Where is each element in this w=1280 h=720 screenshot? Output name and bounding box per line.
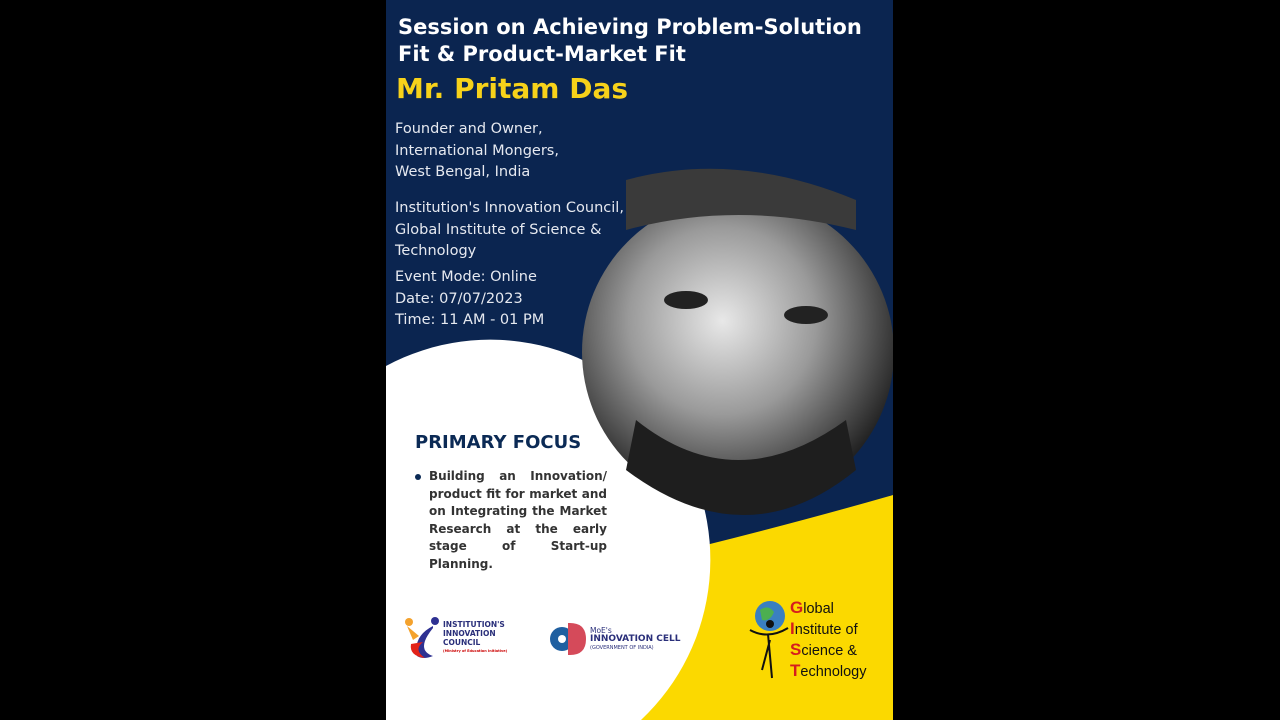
- speaker-affiliation: [395, 119, 559, 184]
- organizer-line: Global Institute of Science &: [395, 221, 602, 238]
- event-poster: [386, 0, 893, 720]
- logo-text: INNOVATION CELL: [590, 633, 681, 644]
- focus-list: [415, 468, 607, 573]
- event-date: Date: 07/07/2023: [395, 290, 523, 307]
- primary-focus-heading: PRIMARY FOCUS: [415, 432, 582, 453]
- affiliation-line: International Mongers,: [395, 142, 559, 159]
- event-mode: Event Mode: Online: [395, 269, 537, 285]
- affiliation-line: West Bengal, India: [395, 164, 531, 180]
- gist-text: Global: [790, 598, 834, 617]
- gist-text: Technology: [790, 661, 867, 680]
- event-details: [395, 267, 544, 332]
- organizer: [395, 198, 624, 263]
- organizer-line: Technology: [395, 243, 477, 259]
- gist-logo: [748, 598, 867, 682]
- gist-text: Institute of: [790, 619, 858, 638]
- speaker-photo: [582, 169, 893, 515]
- logo-text: MoE's: [590, 625, 612, 635]
- logo-text: (GOVERNMENT OF INDIA): [590, 644, 654, 651]
- logo-text: COUNCIL: [443, 638, 481, 647]
- iic-logo: [403, 616, 507, 660]
- gear-brain-icon: [548, 620, 588, 658]
- iic-emblem-icon: [403, 616, 441, 660]
- speaker-name: Mr. Pritam Das: [396, 72, 628, 105]
- logo-text: (Ministry of Education Initiative): [443, 649, 508, 653]
- logo-text: INNOVATION: [443, 629, 496, 638]
- session-title: Session on Achieving Problem-Solution Fit & Product-Market Fit: [398, 15, 862, 66]
- gist-text: Science &: [790, 640, 857, 659]
- moe-innovation-cell-logo: [548, 620, 680, 658]
- event-time: Time: 11 AM - 01 PM: [395, 312, 545, 328]
- logo-text: INSTITUTION'S: [443, 620, 505, 629]
- affiliation-line: Founder and Owner,: [395, 121, 543, 137]
- globe-figure-icon: [748, 600, 790, 680]
- focus-item: Building an Innovation/ product fit for market and on Integrating the Market Research at the early stage of Start-up Planning.: [415, 468, 607, 573]
- organizer-line: Institution's Innovation Council,: [395, 200, 624, 216]
